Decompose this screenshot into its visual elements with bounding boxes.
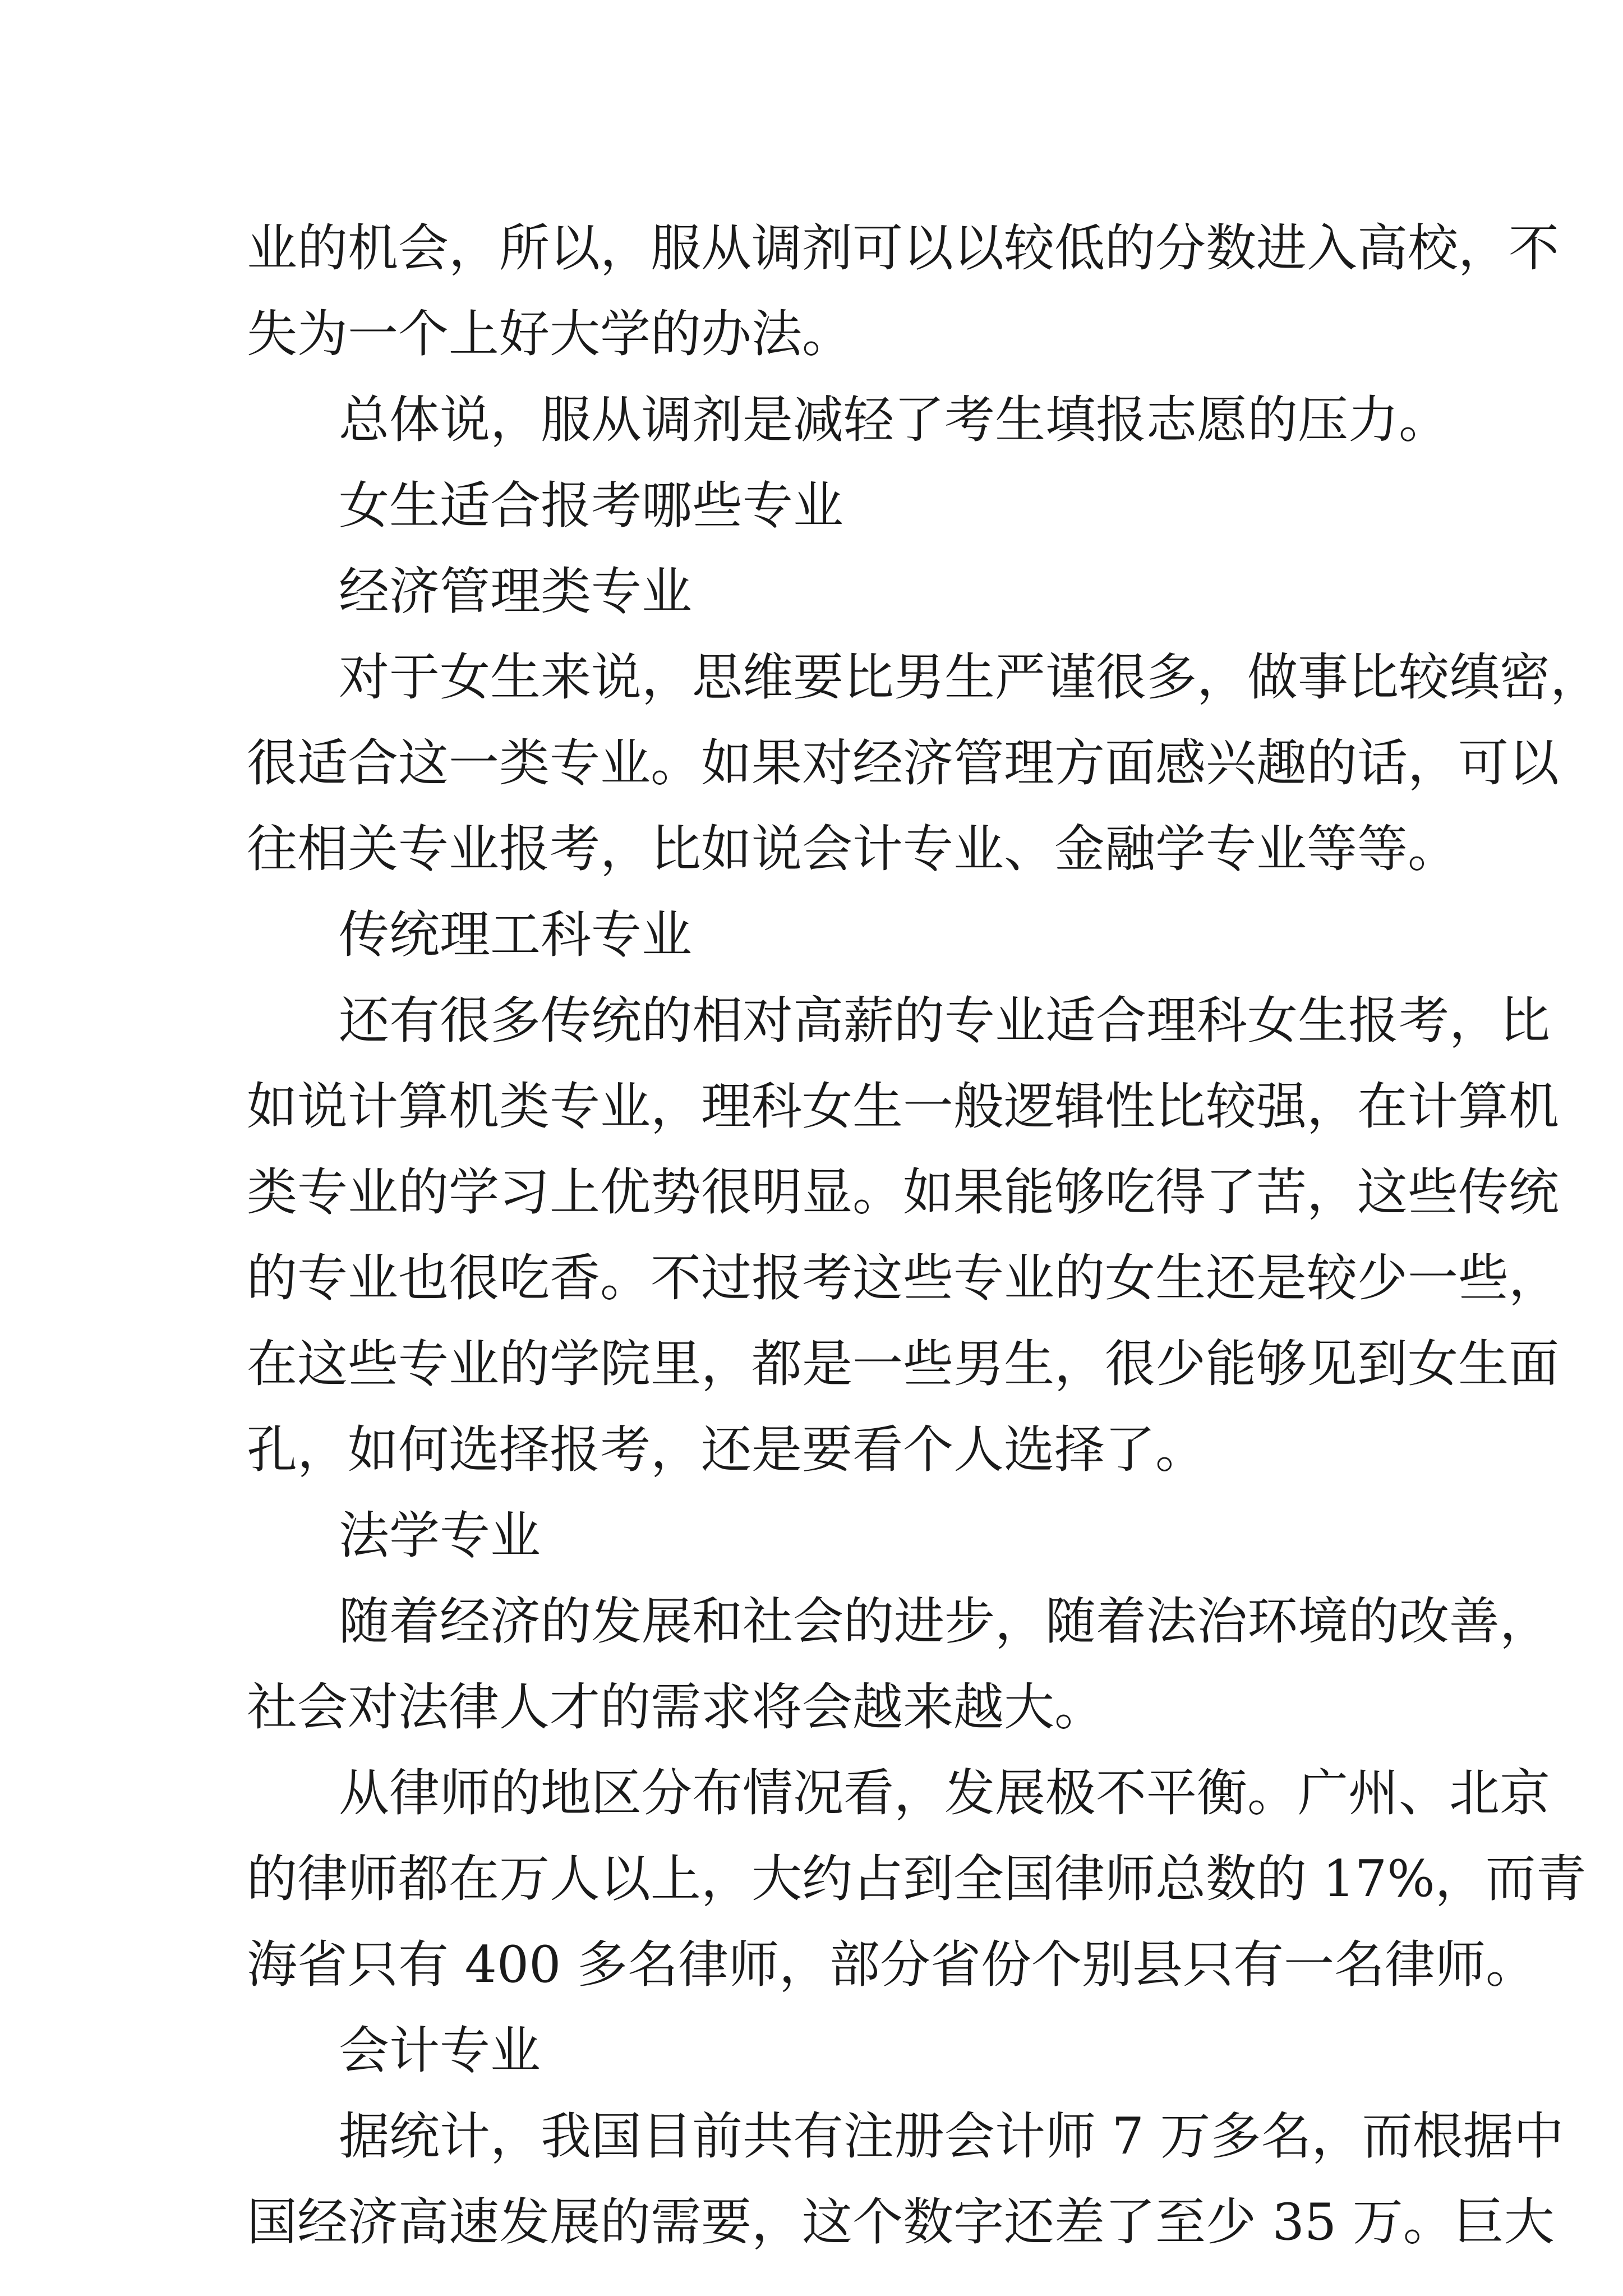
paragraph-line: 类专业的学习上优势很明显。如果能够吃得了苦，这些传统 <box>247 1163 1559 1222</box>
section-heading: 女生适合报考哪些专业 <box>339 476 843 535</box>
paragraph-line: 很适合这一类专业。如果对经济管理方面感兴趣的话，可以 <box>247 734 1559 793</box>
paragraph-line: 随着经济的发展和社会的进步，随着法治环境的改善， <box>339 1592 1550 1651</box>
paragraph-line: 孔，如何选择报考，还是要看个人选择了。 <box>247 1420 1206 1479</box>
paragraph-line: 总体说，服从调剂是减轻了考生填报志愿的压力。 <box>339 390 1449 449</box>
paragraph-line: 国经济高速发展的需要，这个数字还差了至少 35 万。巨大 <box>247 2193 1555 2252</box>
paragraph-line: 社会对法律人才的需求将会越来越大。 <box>247 1678 1105 1737</box>
paragraph-line: 据统计，我国目前共有注册会计师 7 万多名，而根据中 <box>339 2107 1564 2166</box>
section-heading: 会计专业 <box>339 2021 541 2080</box>
section-heading: 法学专业 <box>339 1506 541 1565</box>
section-heading: 经济管理类专业 <box>339 562 692 621</box>
paragraph-line: 对于女生来说，思维要比男生严谨很多，做事比较缜密， <box>339 648 1601 707</box>
paragraph-line: 的律师都在万人以上，大约占到全国律师总数的 17%，而青 <box>247 1849 1587 1908</box>
section-heading: 传统理工科专业 <box>339 905 692 964</box>
paragraph-line: 从律师的地区分布情况看，发展极不平衡。广州、北京 <box>339 1764 1550 1823</box>
paragraph-line: 海省只有 400 多名律师，部分省份个别县只有一名律师。 <box>247 1935 1536 1994</box>
paragraph-line: 业的机会，所以，服从调剂可以以较低的分数进入高校，不 <box>247 219 1559 278</box>
paragraph-line: 如说计算机类专业，理科女生一般逻辑性比较强，在计算机 <box>247 1077 1559 1136</box>
paragraph-line: 的专业也很吃香。不过报考这些专业的女生还是较少一些， <box>247 1249 1559 1308</box>
paragraph-line: 往相关专业报考，比如说会计专业、金融学专业等等。 <box>247 820 1458 878</box>
paragraph-line: 在这些专业的学院里，都是一些男生，很少能够见到女生面 <box>247 1335 1559 1393</box>
paragraph-line: 失为一个上好大学的办法。 <box>247 305 852 364</box>
paragraph-line: 还有很多传统的相对高薪的专业适合理科女生报考，比 <box>339 991 1550 1050</box>
